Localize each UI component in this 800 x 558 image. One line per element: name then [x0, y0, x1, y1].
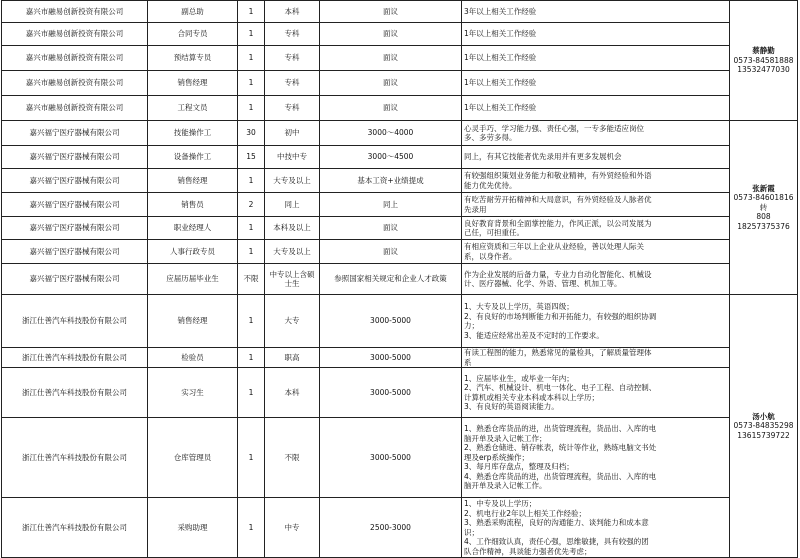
requirement-line: 先录用	[464, 204, 487, 214]
headcount-cell: 1	[238, 418, 265, 498]
requirement-line: 1年以上相关工作经验	[464, 103, 537, 113]
position-cell: 销售经理	[148, 71, 238, 96]
requirements-cell	[462, 121, 730, 146]
requirement-line: 力；	[464, 321, 479, 330]
requirement-line: 理及erp系统操作；	[464, 452, 529, 462]
salary-cell: 3000～4500	[320, 146, 462, 169]
headcount-cell: 1	[238, 1, 265, 23]
salary-cell: 同上	[320, 193, 462, 217]
position-cell: 职业经理人	[148, 217, 238, 240]
company-cell: 嘉兴市融易创新投资有限公司	[2, 96, 148, 121]
requirements-cell	[462, 96, 730, 121]
position-cell: 仓库管理员	[148, 418, 238, 498]
headcount-cell: 2	[238, 193, 265, 217]
company-cell: 嘉兴市融易创新投资有限公司	[2, 46, 148, 71]
position-cell: 副总助	[148, 1, 238, 23]
table-row	[2, 368, 798, 418]
position-cell: 设备操作工	[148, 146, 238, 169]
position-cell: 应届历届毕业生	[148, 264, 238, 295]
table-row	[2, 264, 798, 295]
requirement-line: 1年以上相关工作经验	[464, 53, 537, 63]
company-cell: 嘉兴福宁医疗器械有限公司	[2, 240, 148, 264]
requirement-line: 3年以上相关工作经验	[464, 6, 537, 16]
requirement-line: 良好教育背景和全面掌控能力，作风正派，以公司发展为	[464, 218, 652, 228]
salary-cell: 3000-5000	[320, 295, 462, 348]
position-cell: 检验员	[148, 348, 238, 368]
table-row	[2, 193, 798, 217]
table-row	[2, 498, 798, 558]
requirement-line: 3、能适应经常出差及不定时的工作要求。	[464, 330, 604, 340]
salary-cell: 面议	[320, 240, 462, 264]
contact-phone: 18257375376	[737, 221, 790, 231]
requirement-line: 系，以身作者。	[464, 251, 517, 261]
education-cell: 本科及以上	[265, 217, 320, 240]
job-listing-table	[1, 0, 798, 558]
contact-name: 汤小航	[752, 411, 775, 421]
position-cell: 销售员	[148, 193, 238, 217]
requirements-cell	[462, 348, 730, 368]
requirements-cell	[462, 193, 730, 217]
contact-phone: 13532477030	[737, 65, 790, 75]
requirement-line: 1、中专及以上学历；	[464, 499, 537, 508]
headcount-cell: 30	[238, 121, 265, 146]
requirements-cell	[462, 240, 730, 264]
table-row	[2, 23, 798, 46]
table-row	[2, 240, 798, 264]
requirements-cell	[462, 295, 730, 348]
contact-cell	[730, 1, 798, 121]
requirements-cell	[462, 264, 730, 295]
education-cell: 中技中专	[265, 146, 320, 169]
education-cell: 专科	[265, 96, 320, 121]
position-cell: 采购助理	[148, 498, 238, 558]
table-row	[2, 121, 798, 146]
position-cell: 人事行政专员	[148, 240, 238, 264]
education-cell: 职高	[265, 348, 320, 368]
requirement-line: 3、有良好的英语阅读能力。	[464, 402, 559, 411]
requirement-line: 系	[464, 357, 472, 367]
headcount-cell: 1	[238, 71, 265, 96]
salary-cell: 3000～4000	[320, 121, 462, 146]
company-cell: 嘉兴市融易创新投资有限公司	[2, 71, 148, 96]
requirement-line: 队合作精神，具谈能力强者优先考虑；	[464, 546, 592, 556]
requirement-line: 心灵手巧、学习能力强、责任心强，一专多能适应岗位	[464, 123, 644, 133]
salary-cell: 3000-5000	[320, 418, 462, 498]
requirements-cell	[462, 498, 730, 558]
requirement-line: 1、熟悉仓库货品的进，出货管理流程，货品出、入库的电	[464, 424, 657, 434]
position-cell: 工程文员	[148, 96, 238, 121]
headcount-cell: 1	[238, 240, 265, 264]
requirements-cell	[462, 1, 730, 23]
table-row	[2, 295, 798, 348]
company-cell: 浙江仕善汽车科技股份有限公司	[2, 348, 148, 368]
education-cell: 中专以上含硕士生	[265, 264, 320, 295]
headcount-cell: 1	[238, 23, 265, 46]
table-row	[2, 96, 798, 121]
table-row	[2, 217, 798, 240]
company-cell: 嘉兴福宁医疗器械有限公司	[2, 193, 148, 217]
contact-name: 张新霞	[752, 183, 775, 193]
requirement-line: 2、汽车、机械设计、机电一体化、电子工程、自动控制、	[464, 383, 657, 392]
contact-phone: 0573-84581888	[733, 55, 794, 65]
requirement-line: 4、工作细致认真，责任心强，思维敏捷，具有较强的团	[464, 537, 649, 546]
requirements-cell	[462, 368, 730, 418]
salary-cell: 面议	[320, 23, 462, 46]
education-cell: 中专	[265, 498, 320, 558]
education-cell: 大专	[265, 295, 320, 348]
position-cell: 预结算专员	[148, 46, 238, 71]
contact-phone: 808	[756, 212, 771, 222]
requirement-line: 有较强组织策划业务能力和敬业精神，有外贸经验和外语	[464, 171, 652, 180]
headcount-cell: 1	[238, 295, 265, 348]
contact-phone: 0573-84601816转	[733, 193, 794, 212]
requirement-line: 能力优先优待。	[464, 180, 517, 190]
company-cell: 嘉兴福宁医疗器械有限公司	[2, 146, 148, 169]
requirement-line: 有吃苦耐劳开拓精神和大局意识，有外贸经验及人脉者优	[464, 195, 652, 204]
headcount-cell: 1	[238, 96, 265, 121]
education-cell: 大专及以上	[265, 169, 320, 193]
position-cell: 销售经理	[148, 169, 238, 193]
requirement-line: 计、医疗器械、化学、外语、管理、机加工等。	[464, 279, 622, 288]
salary-cell: 面议	[320, 217, 462, 240]
requirement-line: 识；	[464, 527, 479, 537]
salary-cell: 面议	[320, 1, 462, 23]
requirements-cell	[462, 71, 730, 96]
headcount-cell: 1	[238, 368, 265, 418]
requirement-line: 有读工程图的能力，熟悉常见的量检具，了解质量管理体	[464, 348, 652, 357]
contact-phone: 13615739722	[737, 430, 790, 440]
requirements-cell	[462, 146, 730, 169]
requirement-line: 作为企业发展的后备力量，专业力自动化智能化、机械设	[464, 269, 652, 279]
position-cell: 销售经理	[148, 295, 238, 348]
headcount-cell: 1	[238, 46, 265, 71]
education-cell: 同上	[265, 193, 320, 217]
salary-cell: 3000-5000	[320, 348, 462, 368]
headcount-cell: 15	[238, 146, 265, 169]
company-cell: 嘉兴福宁医疗器械有限公司	[2, 264, 148, 295]
requirement-line: 3、熟悉采购流程，良好的沟通能力、谈判能力和成本意	[464, 518, 649, 527]
table-row	[2, 71, 798, 96]
position-cell: 合同专员	[148, 23, 238, 46]
education-cell: 初中	[265, 121, 320, 146]
education-cell: 大专及以上	[265, 240, 320, 264]
salary-cell: 参照国家相关规定和企业人才政策	[320, 264, 462, 295]
requirements-cell	[462, 169, 730, 193]
requirement-line: 4、熟悉仓库货品的进，出货管理流程，货品出、入库的电	[464, 471, 657, 481]
requirement-line: 1年以上相关工作经验	[464, 78, 537, 88]
table-row	[2, 46, 798, 71]
education-cell: 本科	[265, 1, 320, 23]
contact-phone: 0573-84835298	[733, 421, 794, 431]
company-cell: 嘉兴市融易创新投资有限公司	[2, 23, 148, 46]
table-row	[2, 418, 798, 498]
education-cell: 专科	[265, 23, 320, 46]
requirement-line: 脑开单及录入记帐工作。	[464, 481, 547, 491]
table-row	[2, 146, 798, 169]
requirement-line: 同上，有其它技能者优先录用并有更多发展机会	[464, 152, 622, 162]
salary-cell: 面议	[320, 71, 462, 96]
requirement-line: 1年以上相关工作经验	[464, 29, 537, 39]
requirement-line: 有相应资质和三年以上企业从业经验，善以处理人际关	[464, 242, 644, 251]
requirement-line: 多、多劳多得。	[464, 133, 517, 142]
company-cell: 浙江仕善汽车科技股份有限公司	[2, 368, 148, 418]
requirement-line: 2、机电行业2年以上相关工作经验；	[464, 508, 587, 518]
company-cell: 嘉兴福宁医疗器械有限公司	[2, 217, 148, 240]
contact-name: 蔡静勤	[752, 46, 775, 56]
table-row	[2, 169, 798, 193]
salary-cell: 面议	[320, 96, 462, 121]
education-cell: 本科	[265, 368, 320, 418]
company-cell: 浙江仕善汽车科技股份有限公司	[2, 418, 148, 498]
salary-cell: 2500-3000	[320, 498, 462, 558]
position-cell: 实习生	[148, 368, 238, 418]
contact-cell	[730, 295, 798, 558]
education-cell: 专科	[265, 46, 320, 71]
requirements-cell	[462, 46, 730, 71]
requirement-line: 2、熟悉仓储进、销存帐表，统计等作业，熟练电脑文书处	[464, 443, 657, 453]
company-cell: 嘉兴福宁医疗器械有限公司	[2, 169, 148, 193]
requirement-line: 1、大专及以上学历，英语四级；	[464, 302, 574, 311]
headcount-cell: 不限	[238, 264, 265, 295]
salary-cell: 基本工资+业绩提成	[320, 169, 462, 193]
requirement-line: 己任，可担重任。	[464, 228, 524, 237]
requirement-line: 脑开单及录入记帐工作；	[464, 433, 547, 443]
requirement-line: 计算机或相关专业本科或本科以上学历；	[464, 392, 599, 402]
salary-cell: 面议	[320, 46, 462, 71]
requirement-line: 2、有良好的市场判断能力和开拓能力，有较强的组织协调	[464, 311, 657, 321]
requirement-line: 3、每月库存盘点，整理及归档；	[464, 462, 574, 472]
company-cell: 嘉兴市融易创新投资有限公司	[2, 1, 148, 23]
requirements-cell	[462, 23, 730, 46]
headcount-cell: 1	[238, 217, 265, 240]
salary-cell: 3000-5000	[320, 368, 462, 418]
requirements-cell	[462, 418, 730, 498]
company-cell: 浙江仕善汽车科技股份有限公司	[2, 295, 148, 348]
position-cell: 技能操作工	[148, 121, 238, 146]
contact-cell	[730, 121, 798, 295]
headcount-cell: 1	[238, 348, 265, 368]
table-row	[2, 1, 798, 23]
education-cell: 专科	[265, 71, 320, 96]
requirement-line: 1、应届毕业生，或毕业一年内；	[464, 373, 574, 383]
company-cell: 浙江仕善汽车科技股份有限公司	[2, 498, 148, 558]
company-cell: 嘉兴福宁医疗器械有限公司	[2, 121, 148, 146]
education-cell: 不限	[265, 418, 320, 498]
requirements-cell	[462, 217, 730, 240]
headcount-cell: 1	[238, 498, 265, 558]
headcount-cell: 1	[238, 169, 265, 193]
table-row	[2, 348, 798, 368]
